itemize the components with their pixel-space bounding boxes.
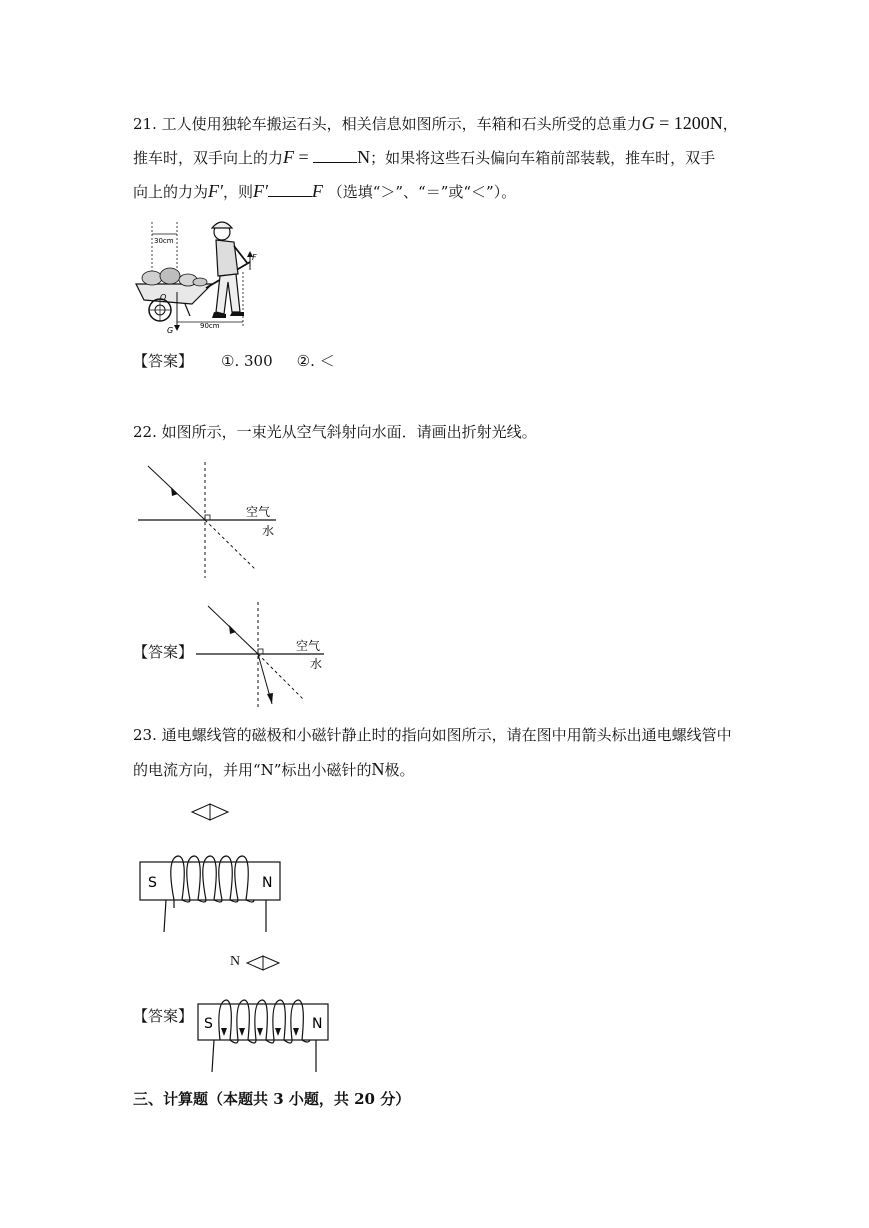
answer-blank[interactable] <box>268 182 312 197</box>
q23-answer-label: 【答案】 <box>133 1007 194 1025</box>
q21-line1: 21. 工人使用独轮车搬运石头，相关信息如图所示，车箱和石头所受的总重力G = 1200N， <box>133 113 738 133</box>
q22-question: 22. 如图所示，一束光从空气斜射向水面．请画出折射光线。 <box>133 423 537 441</box>
label-air: 空气 <box>296 639 321 653</box>
q23-line2: 的电流方向，并用“N”标出小磁针的N极。 <box>133 759 415 779</box>
q23-line1: 23. 通电螺线管的磁极和小磁针静止时的指向如图所示，请在图中用箭头标出通电螺线管中 <box>133 726 732 744</box>
dist-30cm: 30cm <box>154 237 174 245</box>
q21-answer: 【答案】 ①. 300 ②. ＜ <box>133 352 335 370</box>
answer-compass-needle-icon <box>245 954 285 974</box>
answer-needle-N: N <box>230 954 241 969</box>
label-F: F <box>252 253 257 262</box>
label-S: S <box>204 1016 213 1032</box>
q21-line2: 推车时，双手向上的力F = N；如果将这些石头偏向车箱前部装载，推车时，双手 <box>133 147 716 167</box>
label-air: 空气 <box>246 505 271 519</box>
label-S: S <box>148 875 157 891</box>
solenoid-question-figure <box>138 798 288 938</box>
dist-90cm: 90cm <box>200 322 220 330</box>
label-N: N <box>262 875 273 891</box>
answer-blank[interactable] <box>313 148 357 163</box>
q21-line3: 向上的力为F′，则F′ F （选填“＞”、“＝”或“＜”）。 <box>133 181 517 201</box>
q22-answer-label: 【答案】 <box>133 643 194 661</box>
label-O: O <box>160 293 167 302</box>
label-G: G <box>167 326 174 335</box>
wheelbarrow-figure <box>130 212 265 337</box>
refraction-answer-figure <box>196 600 336 710</box>
compass-needle-icon <box>192 804 228 820</box>
label-water: 水 <box>262 524 275 538</box>
label-water: 水 <box>310 657 323 671</box>
label-N: N <box>312 1016 323 1032</box>
section-title: 三、计算题（本题共 3 小题，共 20 分） <box>133 1090 411 1108</box>
solenoid-answer-figure <box>196 992 336 1076</box>
refraction-question-figure <box>138 460 288 580</box>
